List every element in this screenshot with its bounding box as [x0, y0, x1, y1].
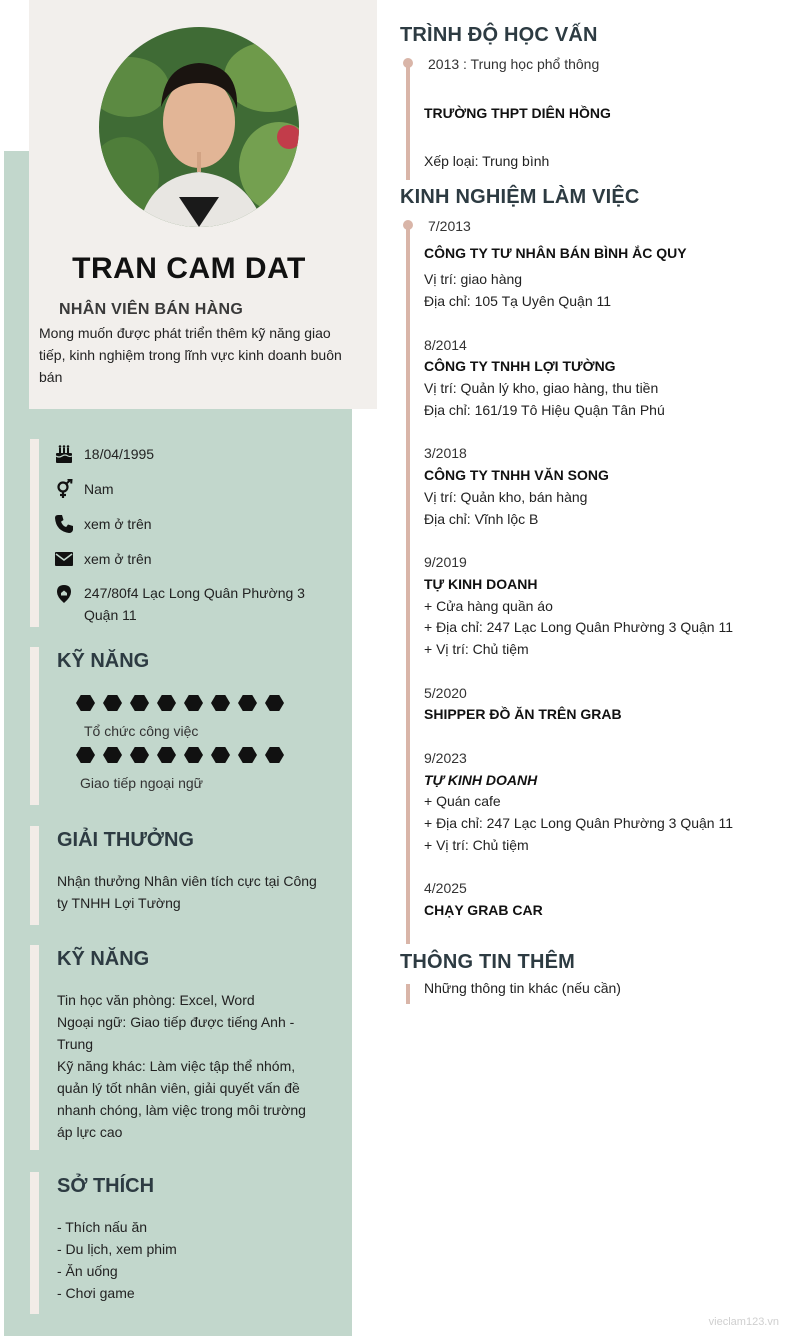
job-detail: Địa chỉ: 161/19 Tô Hiệu Quận Tân Phú: [424, 402, 665, 418]
skills-line: nhanh chóng, làm việc trong môi trường: [57, 1102, 306, 1118]
extra-timeline: [406, 984, 410, 1004]
job-date: 4/2025: [424, 880, 467, 896]
skills-line: Tin học văn phòng: Excel, Word: [57, 992, 255, 1008]
rating-dot: [76, 747, 95, 763]
rating-dot: [184, 695, 203, 711]
hobby-item: - Ăn uống: [57, 1263, 118, 1279]
skills-text-title: KỸ NĂNG: [57, 948, 150, 970]
rating-dot: [103, 695, 122, 711]
rating-dot: [184, 747, 203, 763]
awards-line: Nhận thưởng Nhân viên tích cực tại Công: [57, 873, 317, 889]
job-date: 7/2013: [428, 218, 471, 234]
phone-row: [54, 514, 152, 534]
location-pin-icon: [54, 584, 74, 604]
awards-text: [57, 870, 317, 914]
job-detail: Địa chỉ: 105 Tạ Uyên Quận 11: [424, 293, 612, 309]
job-date: 9/2023: [424, 750, 467, 766]
rating-dot: [130, 695, 149, 711]
avatar: [99, 27, 299, 227]
job-date: 5/2020: [424, 685, 467, 701]
email-row: [54, 549, 152, 569]
candidate-name: TRAN CAM DAT: [72, 252, 306, 285]
job-detail: Vị trí: Quản lý kho, giao hàng, thu tiền: [424, 380, 659, 396]
rating-dot: [238, 695, 257, 711]
email-icon: [54, 549, 74, 569]
hobbies-title: SỞ THÍCH: [57, 1175, 155, 1197]
skill-label-2: Giao tiếp ngoại ngữ: [80, 775, 204, 791]
address-line-2: Quận 11: [84, 607, 137, 623]
skills-text: [57, 989, 306, 1143]
awards-line: ty TNHH Lợi Tường: [57, 895, 181, 911]
timeline-dot: [403, 58, 413, 68]
job-company: CÔNG TY TNHH VĂN SONG: [424, 467, 609, 483]
job-detail: + Địa chỉ: 247 Lạc Long Quân Phường 3 Quận 11: [424, 815, 734, 831]
rating-dot: [76, 695, 95, 711]
extra-info-title: THÔNG TIN THÊM: [400, 951, 576, 973]
skills-line: áp lực cao: [57, 1124, 123, 1140]
skills-line: Ngoại ngữ: Giao tiếp được tiếng Anh -: [57, 1014, 295, 1030]
hobby-item: - Chơi game: [57, 1285, 135, 1301]
timeline-dot: [403, 220, 413, 230]
job-date: 8/2014: [424, 337, 467, 353]
extra-info-text: Những thông tin khác (nếu cần): [424, 980, 621, 996]
phone-value: xem ở trên: [84, 516, 152, 532]
job-detail: Vị trí: giao hàng: [424, 271, 523, 287]
hobby-item: - Thích nấu ăn: [57, 1219, 148, 1235]
hobbies-text: [57, 1216, 177, 1304]
awards-title: GIẢI THƯỞNG: [57, 829, 194, 851]
skills-rated-title: KỸ NĂNG: [57, 650, 150, 672]
rating-dot: [211, 747, 230, 763]
job-company: CÔNG TY TƯ NHÂN BÁN BÌNH ẮC QUY: [424, 245, 687, 261]
hobby-item: - Du lịch, xem phim: [57, 1241, 177, 1257]
education-timeline: [406, 62, 410, 180]
job-detail: Vị trí: Quản kho, bán hàng: [424, 489, 588, 505]
rating-dot: [103, 747, 122, 763]
rating-dot: [157, 747, 176, 763]
address-row: [54, 584, 305, 623]
birthday-row: [54, 444, 155, 464]
job-company: CHẠY GRAB CAR: [424, 902, 543, 918]
job-date: 3/2018: [424, 445, 467, 461]
phone-icon: [54, 514, 74, 534]
birthday-value: 18/04/1995: [84, 446, 155, 462]
birthday-cake-icon: [54, 444, 74, 464]
address-line-1: 247/80f4 Lạc Long Quân Phường 3: [84, 585, 305, 601]
rating-dot: [157, 695, 176, 711]
education-school: TRƯỜNG THPT DIÊN HỒNG: [424, 105, 611, 121]
job-title: NHÂN VIÊN BÁN HÀNG: [59, 301, 244, 318]
gender-value: Nam: [84, 481, 114, 497]
rating-dot: [265, 747, 284, 763]
gender-row: [54, 479, 114, 499]
job-detail: + Cửa hàng quần áo: [424, 598, 553, 614]
rating-dot: [265, 695, 284, 711]
skills-line: quản lý tốt nhân viên, giải quyết vấn đề: [57, 1080, 300, 1096]
career-objective: Mong muốn được phát triển thêm kỹ năng giao tiếp, kinh nghiệm trong lĩnh vực kinh doanh buôn bán: [39, 325, 342, 385]
email-value: xem ở trên: [84, 551, 152, 567]
skill-rating-2: [76, 747, 284, 763]
experience-title: KINH NGHIỆM LÀM VIỆC: [400, 186, 640, 208]
gender-icon: [54, 479, 74, 499]
education-date: 2013 : Trung học phổ thông: [428, 56, 600, 72]
rating-dot: [211, 695, 230, 711]
job-detail: + Vị trí: Chủ tiệm: [424, 641, 529, 657]
skills-line: Kỹ năng khác: Làm việc tập thể nhóm,: [57, 1058, 296, 1074]
watermark: vieclam123.vn: [708, 1316, 779, 1328]
skill-rating-1: [76, 695, 284, 711]
job-company: TỰ KINH DOANH: [424, 772, 538, 788]
experience-timeline: [406, 224, 410, 944]
job-detail: + Vị trí: Chủ tiệm: [424, 837, 529, 853]
skills-line: Trung: [57, 1036, 94, 1052]
job-date: 9/2019: [424, 554, 467, 570]
job-company: CÔNG TY TNHH LỢI TƯỜNG: [424, 358, 616, 374]
job-detail: Địa chỉ: Vĩnh lộc B: [424, 511, 539, 527]
job-company: SHIPPER ĐỒ ĂN TRÊN GRAB: [424, 706, 622, 722]
education-title: TRÌNH ĐỘ HỌC VẤN: [400, 24, 598, 46]
skill-label-1: Tổ chức công việc: [84, 723, 199, 739]
job-detail: + Quán cafe: [424, 793, 501, 809]
job-detail: + Địa chỉ: 247 Lạc Long Quân Phường 3 Quận 11: [424, 619, 734, 635]
education-grade: Xếp loại: Trung bình: [424, 153, 550, 169]
job-company: TỰ KINH DOANH: [424, 576, 538, 592]
rating-dot: [130, 747, 149, 763]
rating-dot: [238, 747, 257, 763]
